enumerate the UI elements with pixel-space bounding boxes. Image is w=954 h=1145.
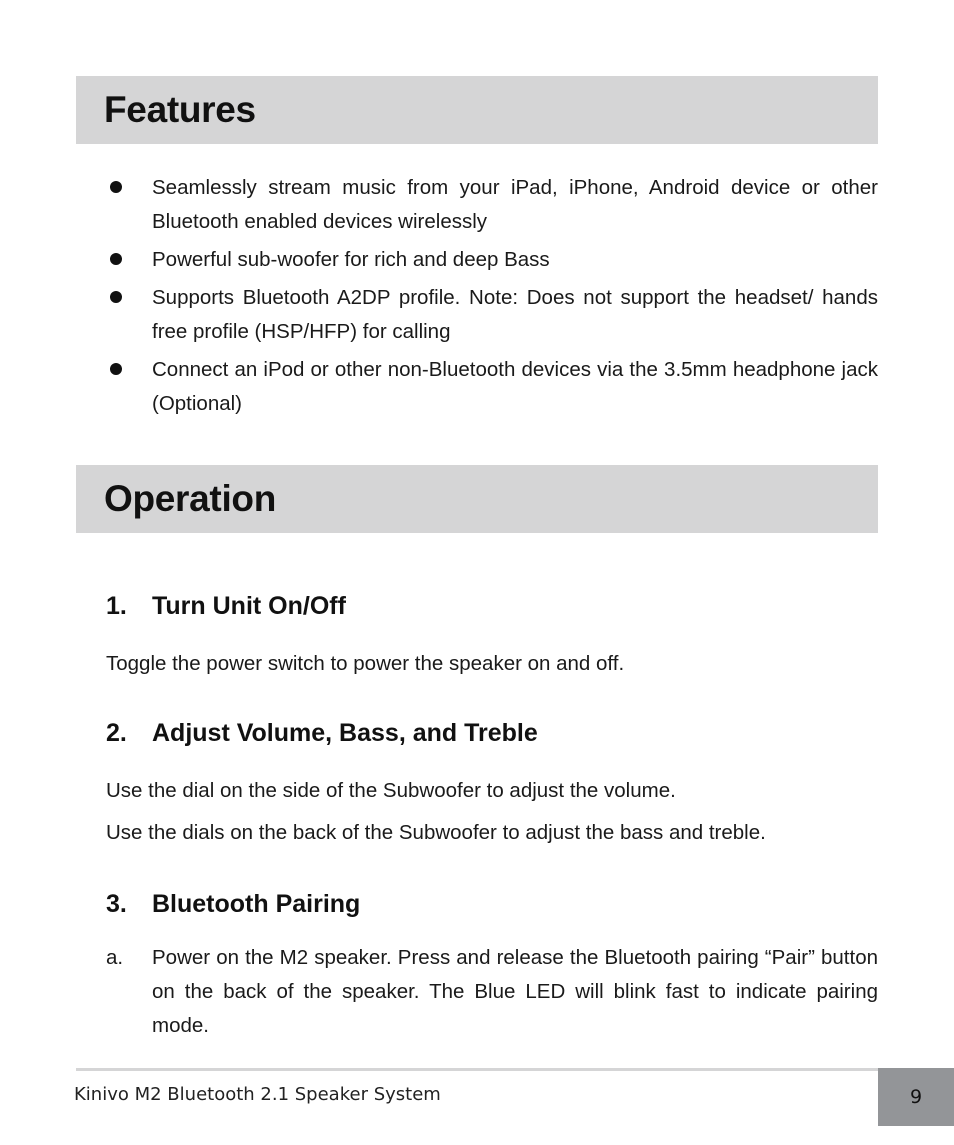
feature-item — [108, 281, 878, 349]
bullet-icon — [110, 181, 122, 193]
footer-divider — [76, 1068, 878, 1071]
step-heading-bluetooth-pairing — [106, 890, 360, 919]
bullet-icon — [110, 291, 122, 303]
step-title: Adjust Volume, Bass, and Treble — [152, 719, 538, 747]
step-paragraph: Use the dial on the side of the Subwoofer to adjust the volume. — [106, 779, 676, 802]
step-paragraph: Use the dials on the back of the Subwoofer to adjust the bass and treble. — [106, 821, 766, 844]
bullet-icon — [110, 363, 122, 375]
pairing-substeps — [106, 941, 878, 1043]
bullet-icon — [110, 253, 122, 265]
feature-text: Connect an iPod or other non-Bluetooth devices via the 3.5mm headphone jack (Optional) — [152, 358, 878, 415]
operation-section-header — [76, 465, 878, 533]
feature-item — [108, 171, 878, 239]
features-list — [108, 171, 878, 425]
step-heading-turn-on-off — [106, 592, 346, 621]
substep-item — [106, 941, 878, 1043]
step-number: 3. — [106, 890, 127, 918]
feature-text: Seamlessly stream music from your iPad, iPhone, Android device or other Bluetooth enabled devices wirelessly — [152, 176, 878, 233]
substep-letter: a. — [106, 946, 124, 969]
features-section-header — [76, 76, 878, 144]
step-title: Bluetooth Pairing — [152, 890, 361, 918]
feature-item — [108, 353, 878, 421]
operation-heading: Operation — [104, 478, 277, 519]
step-number: 1. — [106, 592, 127, 620]
feature-text: Powerful sub-woofer for rich and deep Bass — [152, 248, 550, 271]
step-title: Turn Unit On/Off — [152, 592, 346, 620]
feature-text: Supports Bluetooth A2DP profile. Note: Does not support the headset/ hands free profile (HSP/HFP) for calling — [152, 286, 878, 343]
substep-text: Power on the M2 speaker. Press and release the Bluetooth pairing “Pair” button on the back of the speaker. The Blue LED will blink fast to indicate pairing mode. — [152, 946, 878, 1037]
step-heading-volume — [106, 719, 538, 748]
features-heading: Features — [104, 89, 256, 130]
feature-item — [108, 243, 878, 277]
step-number: 2. — [106, 719, 127, 747]
step-paragraph: Toggle the power switch to power the speaker on and off. — [106, 652, 625, 675]
page-number: 9 — [878, 1068, 954, 1126]
footer-title: Kinivo M2 Bluetooth 2.1 Speaker System — [74, 1084, 441, 1105]
